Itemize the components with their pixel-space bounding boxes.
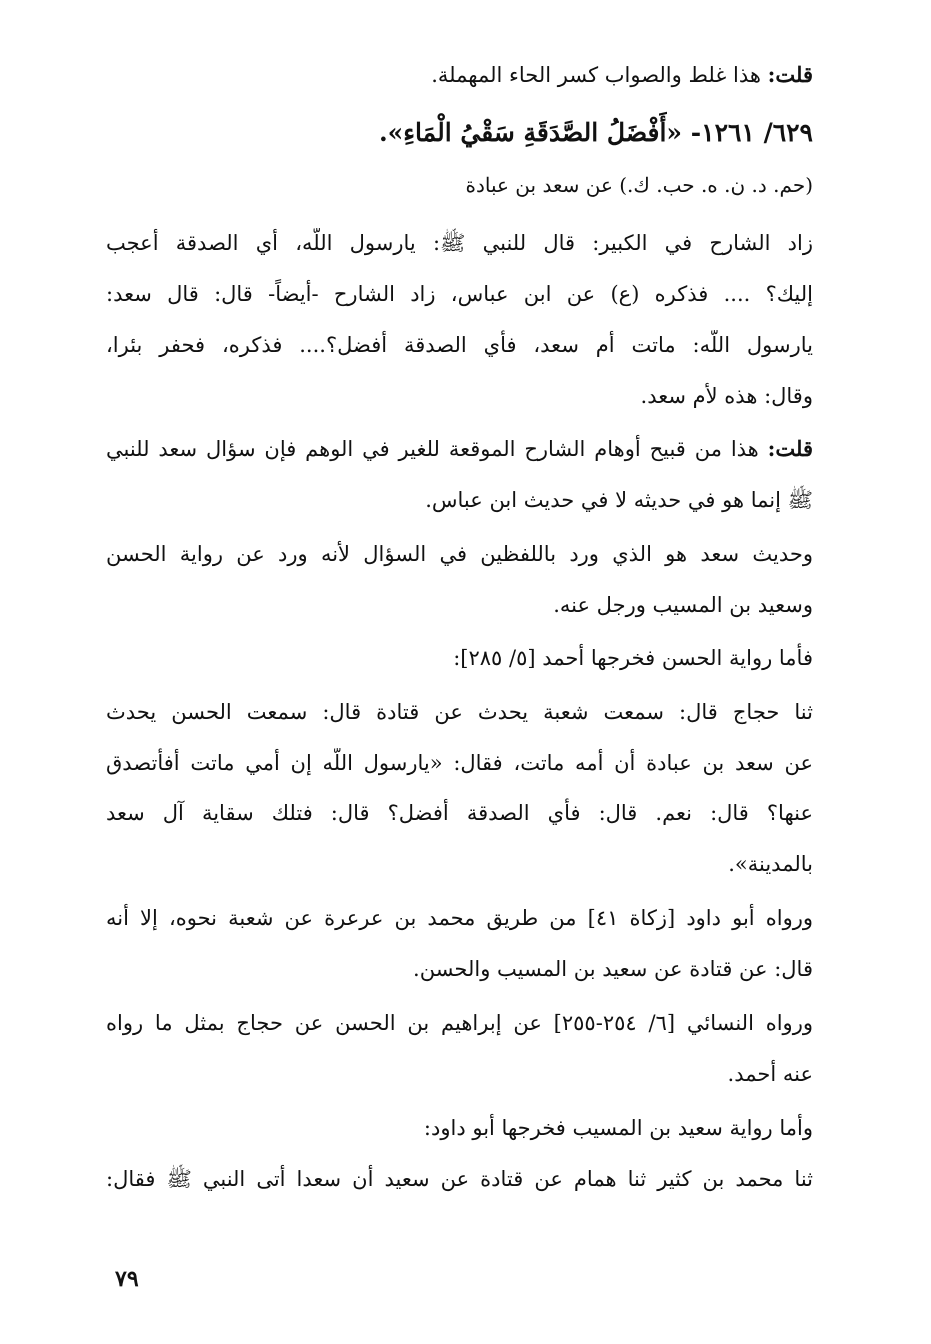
paragraph-line: وحديث سعد هو الذي ورد باللفظين في السؤال لأنه ورد عن رواية الحسن (106, 542, 813, 566)
note-text: هذا من قبيح أوهام الشارح الموقعة للغير في الوهم فإن سؤال سعد للنبي (106, 437, 759, 461)
paragraph-line: ورواه النسائي [٦/ ٢٥٤-٢٥٥] عن إبراهيم بن الحسن عن حجاج بمثل ما رواه (106, 1011, 813, 1035)
note-line-1 (431, 60, 813, 90)
paragraph-line: ثنا حجاج قال: سمعت شعبة يحدث عن قتادة قال: سمعت الحسن يحدث (106, 700, 813, 724)
note-lead: قلت: (767, 436, 813, 461)
paragraph-line: زاد الشارح في الكبير: قال للنبي ﷺ: يارسول اللّه، أي الصدقة أعجب (106, 231, 813, 255)
paragraph-line: يارسول اللّه: ماتت أم سعد، فأي الصدقة أفضل؟.... فذكره، فحفر بئرا، (106, 333, 813, 357)
note-text: هذا غلط والصواب كسر الحاء المهملة. (431, 63, 761, 87)
paragraph-line: ﷺ إنما هو في حديثه لا في حديث ابن عباس. (425, 488, 813, 512)
paragraph-line: وقال: هذه لأم سعد. (640, 384, 813, 408)
paragraph-line: وسعيد بن المسيب ورجل عنه. (553, 593, 813, 617)
page-number: ٧٩ (115, 1266, 139, 1292)
source-line: (حم. د. ن. ه. حب. ك.) عن سعد بن عبادة (465, 173, 813, 197)
note-line-2 (106, 434, 813, 466)
paragraph-line: ثنا محمد بن كثير ثنا همام عن قتادة عن سعيد أن سعدا أتى النبي ﷺ فقال: (106, 1167, 813, 1191)
hadith-heading: ٦٢٩/ ١٢٦١- «أَفْضَلُ الصَّدَقَةِ سَقْيُ الْمَاءِ». (378, 118, 813, 147)
paragraph-line: بالمدينة». (728, 852, 813, 876)
paragraph-line: عن سعد بن عبادة أن أمه ماتت، فقال: «يارسول اللّه إن أمي ماتت أفأتصدق (106, 751, 813, 775)
paragraph-line: إليك؟ .... فذكره (ع) عن ابن عباس، زاد الشارح -أيضاً- قال: قال سعد: (106, 282, 813, 306)
paragraph-line: عنها؟ قال: نعم. قال: فأي الصدقة أفضل؟ قال: فتلك سقاية آل سعد (106, 801, 813, 825)
paragraph-line: فأما رواية الحسن فخرجها أحمد [٥/ ٢٨٥]: (453, 646, 813, 670)
note-lead: قلت: (767, 62, 813, 87)
paragraph-line: قال: عن قتادة عن سعيد بن المسيب والحسن. (413, 957, 813, 981)
paragraph-line: ورواه أبو داود [زكاة ٤١] من طريق محمد بن عرعرة عن شعبة نحوه، إلا أنه (106, 906, 813, 930)
paragraph-line: عنه أحمد. (727, 1062, 813, 1086)
paragraph-line: وأما رواية سعيد بن المسيب فخرجها أبو داود: (423, 1116, 813, 1140)
